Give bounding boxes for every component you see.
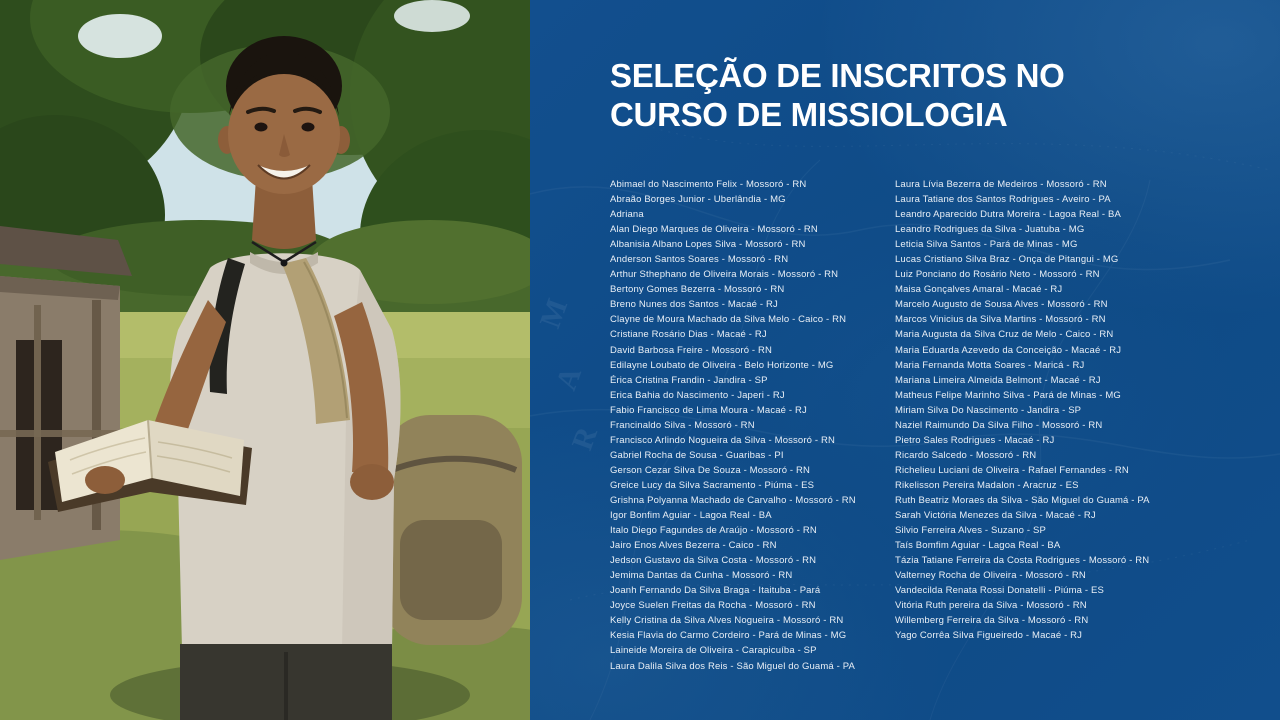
- list-item: Gerson Cezar Silva De Souza - Mossoró - RN: [610, 464, 811, 476]
- list-item: Cristiane Rosário Dias - Macaé - RJ: [610, 329, 767, 341]
- list-item: Clayne de Moura Machado da Silva Melo - Caico - RN: [610, 314, 847, 326]
- list-item: Vitória Ruth pereira da Silva - Mossoró - RN: [895, 600, 1087, 612]
- list-item: Grishna Polyanna Machado de Carvalho - Mossoró - RN: [610, 494, 856, 506]
- list-item: Valterney Rocha de Oliveira - Mossoró - RN: [895, 570, 1086, 582]
- list-item: Marcos Vinicius da Silva Martins - Mossoró - RN: [895, 314, 1106, 326]
- list-item: Jemima Dantas da Cunha - Mossoró - RN: [610, 570, 793, 582]
- list-item: Tázia Tatiane Ferreira da Costa Rodrigues - Mossoró - RN: [895, 555, 1150, 567]
- names-column-1: [610, 177, 895, 674]
- list-item: Francisco Arlindo Nogueira da Silva - Mossoró - RN: [610, 434, 836, 446]
- names-column-2: [895, 177, 1180, 674]
- list-item: Jedson Gustavo da Silva Costa - Mossoró - RN: [610, 555, 817, 567]
- list-item: Rikelisson Pereira Madalon - Aracruz - ES: [895, 479, 1079, 491]
- list-item: David Barbosa Freire - Mossoró - RN: [610, 344, 773, 356]
- page-title-line2: CURSO DE MISSIOLOGIA: [610, 96, 1008, 133]
- list-item: Maisa Gonçalves Amaral - Macaé - RJ: [895, 284, 1063, 296]
- list-item: Marcelo Augusto de Sousa Alves - Mossoró - RN: [895, 299, 1108, 311]
- list-item: Laura Lívia Bezerra de Medeiros - Mossoró - RN: [895, 179, 1107, 190]
- photo-young-man-with-bible: [0, 0, 530, 720]
- list-item: Francinaldo Silva - Mossoró - RN: [610, 419, 755, 431]
- list-item: Kelly Cristina da Silva Alves Nogueira - Mossoró - RN: [610, 615, 844, 627]
- list-item: Silvio Ferreira Alves - Suzano - SP: [895, 525, 1046, 537]
- list-item: Laura Dalila Silva dos Reis - São Miguel do Guamá - PA: [610, 660, 856, 672]
- list-item: Edilayne Loubato de Oliveira - Belo Horizonte - MG: [610, 359, 834, 371]
- list-item: Italo Diego Fagundes de Araújo - Mossoró - RN: [610, 525, 817, 537]
- list-item: Arthur Sthephano de Oliveira Morais - Mossoró - RN: [610, 269, 839, 281]
- enrollee-list: [610, 177, 1180, 674]
- list-item: Jairo Enos Alves Bezerra - Caico - RN: [610, 540, 777, 552]
- list-item: Greice Lucy da Silva Sacramento - Piúma - ES: [610, 479, 815, 491]
- list-item: Leticia Silva Santos - Pará de Minas - MG: [895, 239, 1078, 251]
- list-item: Kesia Flavia do Carmo Cordeiro - Pará de Minas - MG: [610, 630, 847, 642]
- list-item: Matheus Felipe Marinho Silva - Pará de Minas - MG: [895, 389, 1121, 401]
- list-item: Miriam Silva Do Nascimento - Jandira - SP: [895, 404, 1082, 416]
- content-panel: [530, 0, 1280, 720]
- list-item: Érica Cristina Frandin - Jandira - SP: [610, 374, 768, 386]
- list-item: Maria Eduarda Azevedo da Conceição - Macaé - RJ: [895, 344, 1122, 356]
- list-item: Taís Bomfim Aguiar - Lagoa Real - BA: [895, 540, 1061, 552]
- list-item: Joyce Suelen Freitas da Rocha - Mossoró - RN: [610, 600, 816, 612]
- list-item: Albanisia Albano Lopes Silva - Mossoró - RN: [610, 239, 806, 251]
- list-item: Erica Bahia do Nascimento - Japeri - RJ: [610, 389, 785, 401]
- list-item: Maria Fernanda Motta Soares - Maricá - RJ: [895, 359, 1085, 371]
- page-title: [610, 56, 1065, 134]
- page-title-line1: SELEÇÃO DE INSCRITOS NO: [610, 57, 1065, 94]
- photo-illustration: [0, 0, 530, 720]
- list-item: Alan Diego Marques de Oliveira - Mossoró - RN: [610, 224, 818, 236]
- list-item: Richelieu Luciani de Oliveira - Rafael Fernandes - RN: [895, 464, 1129, 476]
- list-item: Pietro Sales Rodrigues - Macaé - RJ: [895, 434, 1055, 446]
- list-item: Luiz Ponciano do Rosário Neto - Mossoró - RN: [895, 269, 1100, 281]
- list-item: Maria Augusta da Silva Cruz de Melo - Caico - RN: [895, 329, 1114, 341]
- list-item: Laura Tatiane dos Santos Rodrigues - Aveiro - PA: [895, 194, 1111, 206]
- list-item: Ruth Beatriz Moraes da Silva - São Miguel do Guamá - PA: [895, 494, 1150, 506]
- list-item: Adriana: [610, 209, 644, 221]
- list-item: Fabio Francisco de Lima Moura - Macaé - RJ: [610, 404, 807, 416]
- list-item: Igor Bonfim Aguiar - Lagoa Real - BA: [610, 510, 772, 522]
- list-item: Laineide Moreira de Oliveira - Carapicuíba - SP: [610, 645, 817, 657]
- list-item: Naziel Raimundo Da Silva Filho - Mossoró - RN: [895, 419, 1103, 431]
- list-item: Joanh Fernando Da Silva Braga - Itaituba - Pará: [610, 585, 821, 597]
- list-item: Breno Nunes dos Santos - Macaé - RJ: [610, 299, 778, 311]
- list-item: Anderson Santos Soares - Mossoró - RN: [610, 254, 789, 266]
- backpack: [382, 415, 522, 645]
- list-item: Lucas Cristiano Silva Braz - Onça de Pitangui - MG: [895, 254, 1119, 266]
- list-item: Sarah Victória Menezes da Silva - Macaé - RJ: [895, 510, 1096, 522]
- list-item: Bertony Gomes Bezerra - Mossoró - RN: [610, 284, 785, 296]
- list-item: Mariana Limeira Almeida Belmont - Macaé - RJ: [895, 374, 1101, 386]
- list-item: Yago Corrêa Silva Figueiredo - Macaé - RJ: [895, 630, 1083, 642]
- list-item: Vandecilda Renata Rossi Donatelli - Piúma - ES: [895, 585, 1104, 597]
- list-item: Gabriel Rocha de Sousa - Guaribas - PI: [610, 449, 784, 461]
- svg-text:M: M: [533, 294, 575, 333]
- list-item: Leandro Aparecido Dutra Moreira - Lagoa Real - BA: [895, 209, 1121, 221]
- list-item: Ricardo Salcedo - Mossoró - RN: [895, 449, 1037, 461]
- svg-text:A: A: [549, 362, 588, 395]
- list-item: Leandro Rodrigues da Silva - Juatuba - MG: [895, 224, 1085, 236]
- list-item: Abimael do Nascimento Felix - Mossoró - RN: [610, 179, 807, 190]
- svg-text:R: R: [565, 422, 604, 455]
- list-item: Willemberg Ferreira da Silva - Mossoró - RN: [895, 615, 1089, 627]
- list-item: Abraão Borges Junior - Uberlândia - MG: [610, 194, 786, 206]
